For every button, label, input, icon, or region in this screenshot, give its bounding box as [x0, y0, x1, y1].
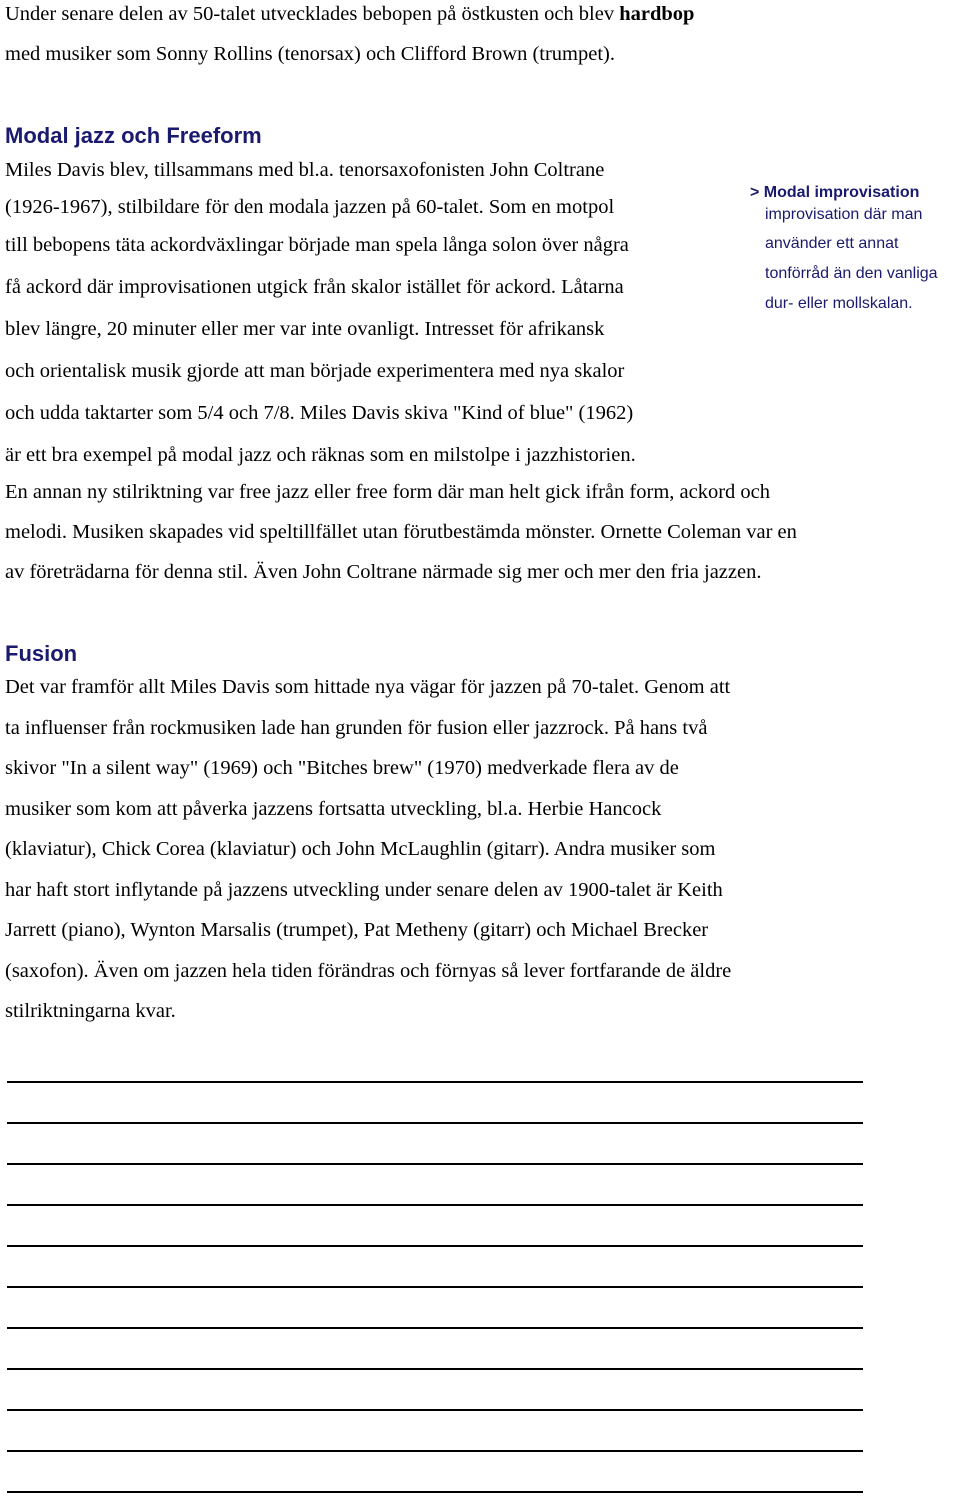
- modal-line-7: och udda taktarter som 5/4 och 7/8. Miles Davis skiva "Kind of blue" (1962): [5, 402, 634, 424]
- writing-line: [7, 1245, 863, 1247]
- fusion-line-3: skivor "In a silent way" (1969) och "Bitches brew" (1970) medverkade flera av de: [5, 757, 679, 779]
- writing-line: [7, 1081, 863, 1083]
- fusion-paragraph: [5, 667, 731, 1032]
- fusion-line-2: ta influenser från rockmusiken lade han grunden för fusion eller jazzrock. På hans två: [5, 716, 708, 739]
- intro-bold-term: hardbop: [619, 3, 695, 25]
- margin-note-modal-improvisation: [750, 181, 955, 319]
- fusion-line-4: musiker som kom att påverka jazzens fortsatta utveckling, bl.a. Herbie Hancock: [5, 797, 662, 820]
- fusion-line-6: har haft stort inflytande på jazzens utveckling under senare delen av 1900-talet är Keith: [5, 878, 723, 901]
- modal-line-2: (1926-1967), stilbildare för den modala jazzen på 60-talet. Som en motpol: [5, 196, 615, 218]
- margin-note-title: > Modal improvisation: [750, 184, 920, 201]
- intro-line-2: med musiker som Sonny Rollins (tenorsax) och Clifford Brown (trumpet).: [5, 43, 615, 65]
- modal-paragraph: [5, 224, 636, 476]
- margin-note-line: improvisation där man: [765, 206, 923, 223]
- writing-line: [7, 1368, 863, 1370]
- writing-line: [7, 1286, 863, 1288]
- margin-note-line: tonförråd än den vanliga: [765, 265, 938, 282]
- section-heading-fusion: Fusion: [5, 641, 78, 666]
- fusion-line-9: stilriktningarna kvar.: [5, 1000, 176, 1022]
- intro-line-1-text: Under senare delen av 50-talet utvecklades bebopen på östkusten och blev: [5, 3, 620, 25]
- freeform-paragraph: [5, 472, 797, 592]
- writing-line: [7, 1204, 863, 1206]
- section-heading-modal-jazz: Modal jazz och Freeform: [5, 123, 262, 148]
- modal-line-8: är ett bra exempel på modal jazz och räknas som en milstolpe i jazzhistorien.: [5, 444, 636, 466]
- freeform-line-2: melodi. Musiken skapades vid speltillfället utan förutbestämda mönster. Ornette Coleman var en: [5, 521, 797, 543]
- modal-line-4: få ackord där improvisationen utgick från skalor istället för ackord. Låtarna: [5, 276, 624, 298]
- modal-line-6: och orientalisk musik gjorde att man började experimentera med nya skalor: [5, 360, 625, 382]
- writing-line: [7, 1450, 863, 1452]
- fusion-line-5: (klaviatur), Chick Corea (klaviatur) och John McLaughlin (gitarr). Andra musiker som: [5, 838, 716, 860]
- fusion-line-7: Jarrett (piano), Wynton Marsalis (trumpet), Pat Metheny (gitarr) och Michael Brecker: [5, 919, 709, 941]
- freeform-line-3: av företrädarna för denna stil. Även John Coltrane närmade sig mer och mer den fria jazzen.: [5, 561, 762, 583]
- modal-line-1: Miles Davis blev, tillsammans med bl.a. tenorsaxofonisten John Coltrane: [5, 159, 605, 181]
- intro-paragraph: [5, 0, 694, 74]
- intro-line-1: [5, 0, 694, 34]
- modal-line-5: blev längre, 20 minuter eller mer var inte ovanligt. Intresset för afrikansk: [5, 318, 605, 340]
- writing-line: [7, 1163, 863, 1165]
- writing-line: [7, 1409, 863, 1411]
- margin-note-line: dur- eller mollskalan.: [765, 295, 913, 312]
- writing-line: [7, 1327, 863, 1329]
- modal-paragraph-lead: [5, 152, 614, 226]
- freeform-line-1: En annan ny stilriktning var free jazz eller free form där man helt gick ifrån form, ackord och: [5, 481, 771, 503]
- margin-note-line: använder ett annat: [765, 235, 899, 252]
- fusion-line-8: (saxofon). Även om jazzen hela tiden förändras och förnyas så lever fortfarande de äldre: [5, 959, 732, 982]
- fusion-line-1: Det var framför allt Miles Davis som hittade nya vägar för jazzen på 70-talet. Genom att: [5, 676, 731, 698]
- modal-line-3: till bebopens täta ackordväxlingar började man spela långa solon över några: [5, 234, 629, 256]
- writing-line: [7, 1122, 863, 1124]
- writing-line: [7, 1491, 863, 1493]
